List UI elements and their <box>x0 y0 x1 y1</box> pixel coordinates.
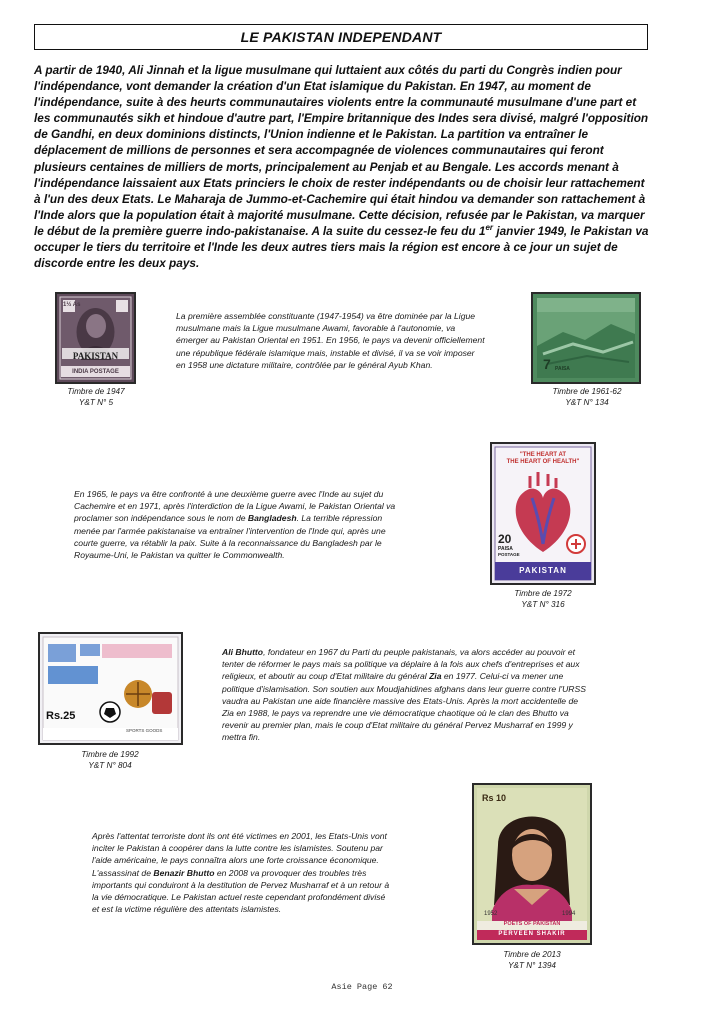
stamp-2013-series: POETS OF PAKISTAN <box>503 921 561 927</box>
caption-1992-ref: Y&T N° 804 <box>88 760 132 770</box>
page-title: LE PAKISTAN INDEPENDANT <box>240 29 442 45</box>
caption-1961-ref: Y&T N° 134 <box>565 397 609 407</box>
intro-text-2: janvier 1949, le Pakistan va occuper le tiers du territoire et l'Inde les deux autres tiers mais la région est encore à ce jour un sujet de discorde entre les deux pays. <box>34 223 649 271</box>
caption-2013-ref: Y&T N° 1394 <box>508 960 556 970</box>
section-3-text-b: , fondateur en 1967 du Parti du peuple pakistanais, va alors accéder au pouvoir et tenter de réformer le pays mais sa politique va déplaire à la fois aux chefs d'entreprises et aux religieux, et aboutir au coup d'Etat militaire du général <box>222 647 580 682</box>
caption-1947-title: Timbre de 1947 <box>67 387 125 396</box>
section-1-text: La première assemblée constituante (1947-1954) va être dominée par la Ligue musulmane mais la Ligue musulmane Awami, favorable à l'autonomie, va émerger au Pakistan Oriental en 1951. En 1956, le pays va devenir officiellement une république fédérale islamique mais, instable et divisé, il va se voir imposer en 1958 une dictature militaire, contrôlée par le général Ayub Khan. <box>176 311 485 370</box>
caption-1992-title: Timbre de 1992 <box>81 750 139 759</box>
stamp-2013-poet-name: PERVEEN SHAKIR <box>498 931 566 937</box>
section-3-text-d: en 1977. Celui-ci va mener une politique d'islamisation. Son soutien aux Moudjahidines afghans dans leur guerre contre l'URSS vaudra au Pakistan une aide financière massive des Etats-Unis. Après la mort accidentelle de Zia en 1988, le pays va reprendre une vie démocratique chaotique où le clan des Bhutto va revenir au premier plan, mais le coup d'Etat militaire du général Pervez Musharraf en 1999 y mettra fin. <box>222 671 586 743</box>
caption-1947 <box>44 387 148 408</box>
stamp-2013 <box>472 783 592 945</box>
page-footer: Asie Page 62 <box>331 982 393 992</box>
section-3-zia: Zia <box>429 671 442 682</box>
caption-1972-ref: Y&T N° 316 <box>521 599 565 609</box>
stamp-2013-value: Rs 10 <box>482 793 507 803</box>
stamp-1947-bottom-label: INDIA POSTAGE <box>72 369 119 375</box>
intro-paragraph <box>34 62 650 271</box>
caption-2013 <box>480 950 584 971</box>
caption-1972 <box>493 589 593 610</box>
intro-text-1: A partir de 1940, Ali Jinnah et la ligue musulmane qui luttaient aux côtés du parti du Congrès indien pour l'indépendance, vont demander la création d'un Etat islamique du Pakistan. En 1947, au moment de l'indépendance, suite à des heurts communautaires violents entre la communauté musulmane d'une part et les communautés sikh et hindoue d'autre part, l'Empire britannique des Indes sera divisé, malgré l'opposition de Gandhi, en deux dominions distincts, l'Union indienne et le Pakistan. La partition va entraîner le déplacement de millions de personnes et sera accompagnée de violences communautaires qui feront plusieurs centaines de milliers de morts, principalement au Penjab et au Bengale. Les accords menant à l'indépendance laissaient aux Etats princiers le choix de rester indépendants ou de choisir leur rattachement à l'un des deux Etats. Le Maharaja de Jummo-et-Cachemire qui était hindou va demander son rattachement à l'Inde alors que la population était à majorité musulmane. Cette décision, refusée par le Pakistan, va marquer le début de la première guerre indo-pakistanaise. A la suite du cessez-le feu du 1 <box>34 63 649 238</box>
caption-2013-title: Timbre de 2013 <box>503 950 561 959</box>
stamp-2013-art <box>474 785 590 943</box>
stamp-1992-art <box>40 634 181 743</box>
stamp-1972-unit-2: POSTAGE <box>498 552 520 557</box>
section-4-benazir-bhutto: Benazir Bhutto <box>153 867 215 878</box>
stamp-2013-year-birth: 1952 <box>484 911 498 917</box>
stamp-1972-slogan-line-1: "THE HEART AT <box>519 452 567 458</box>
stamp-1972-value: 20 <box>498 532 512 546</box>
stamp-1972-unit: PAISA <box>498 546 513 552</box>
stamp-2013-year-death: 1994 <box>562 911 576 917</box>
stamp-1947 <box>55 292 136 384</box>
caption-1947-ref: Y&T N° 5 <box>78 397 114 407</box>
stamp-1992-caption-text: SPORTS GOODS <box>126 728 163 733</box>
stamp-1992 <box>38 632 183 745</box>
section-2-text-a: En 1965, le pays va être confronté à une deuxième guerre avec l'Inde au sujet du Cachemire et en 1971, après l'interdiction de la Ligue Awami, le Pakistan Oriental va proclamer son indépendance sous le nom de <box>74 489 396 524</box>
caption-1961-title: Timbre de 1961-62 <box>552 387 622 396</box>
stamp-1947-value: 1½ As <box>63 302 81 308</box>
stamp-1972-slogan-line-2: THE HEART OF HEALTH" <box>506 459 580 465</box>
stamp-1972-country: PAKISTAN <box>519 566 567 575</box>
stamp-1992-value: Rs.25 <box>46 710 76 722</box>
caption-1961 <box>535 387 639 408</box>
section-4-text <box>92 830 390 915</box>
title-box <box>34 24 648 50</box>
stamp-1961 <box>531 292 641 384</box>
stamp-1947-overprint: PAKISTAN <box>72 351 119 361</box>
section-2-text-c: . La terrible répression menée par l'armée pakistanaise va entraîner l'intervention de l'Inde qui, après une courte guerre, va rétablir la paix. Suite à la reconnaissance du Bangladesh par le Royaume-Uni, le Pakistan va quitter le Commonwealth. <box>74 513 386 561</box>
stamp-1972 <box>490 442 596 585</box>
section-4-text-a: Après l'attentat terroriste dont ils ont été victimes en 2001, les Etats-Unis vont inciter le Pakistan à coopérer dans la lutte contre les islamistes. Soutenu par l'aide américaine, le pays connaîtra alors une forte croissance économique. L'assassinat de <box>92 831 387 878</box>
section-2-text <box>74 488 398 561</box>
stamp-1961-value: 7 <box>543 356 551 372</box>
intro-sup: er <box>485 223 494 233</box>
section-3-ali-bhutto: Ali Bhutto <box>222 647 264 657</box>
stamp-1961-unit: PAISA <box>555 366 570 372</box>
section-4-text-c: en 2008 va provoquer des troubles très importants qui conduiront à la destitution de Pervez Musharraf et à un retour à la vie démocratique. Le Pakistan actuel reste cependant profondément divisé et est la victime régulière des attentats islamistes. <box>92 867 390 915</box>
section-2-bangladesh: Bangladesh <box>247 513 297 524</box>
caption-1972-title: Timbre de 1972 <box>514 589 572 598</box>
section-3-text <box>222 646 592 744</box>
caption-1992 <box>58 750 162 771</box>
